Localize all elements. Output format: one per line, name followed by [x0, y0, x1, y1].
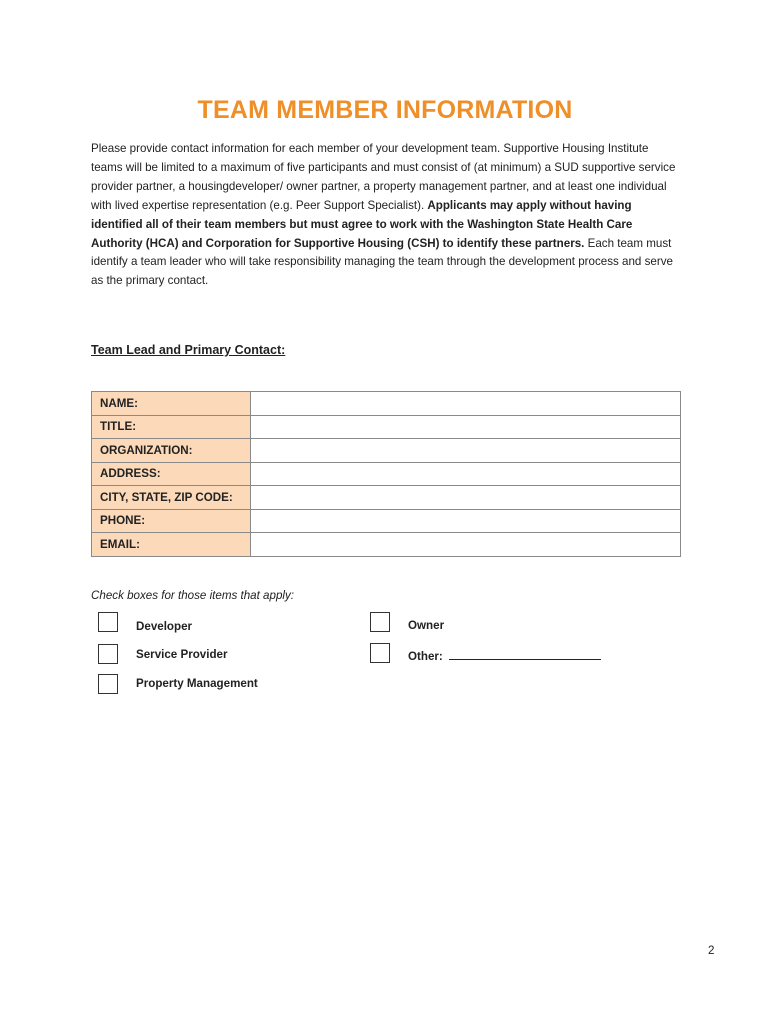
table-row — [92, 415, 681, 439]
owner-label: Owner — [408, 619, 445, 632]
other-label: Other: — [408, 650, 443, 663]
developer-checkbox[interactable] — [98, 612, 118, 632]
name-field[interactable] — [251, 392, 681, 416]
table-row — [92, 462, 681, 486]
table-row — [92, 533, 681, 557]
table-row — [92, 486, 681, 510]
intro-text-bold: Applicants may apply without having identified all of their team members but must agree to work with the Washington State Health Care Authority (HCA) and Corporation for Supportive Housing (CSH) to identify these partners. — [91, 198, 633, 250]
phone-field[interactable] — [251, 509, 681, 533]
row-label-organization: ORGANIZATION: — [92, 439, 251, 463]
intro-text-1: Please provide contact information for each member of your development team. Supportive Housing Institute teams will be limited to a maximum of five participants and must consist of (at minimum) a SUD supportive service provider partner, a housingdeveloper/ owner partner, a property management partner, and at least one individual with lived expertise representation (e.g. Peer Support Specialist). — [91, 142, 676, 212]
address-field[interactable] — [251, 462, 681, 486]
other-checkbox[interactable] — [370, 643, 390, 663]
table-row — [92, 439, 681, 463]
table-row — [92, 509, 681, 533]
page-number: 2 — [708, 944, 715, 957]
intro-paragraph — [91, 140, 681, 291]
organization-field[interactable] — [251, 439, 681, 463]
contact-table — [91, 391, 681, 557]
row-label-address: ADDRESS: — [92, 462, 251, 486]
page-title: TEAM MEMBER INFORMATION — [197, 96, 573, 124]
row-label-name: NAME: — [92, 392, 251, 416]
service-provider-label: Service Provider — [136, 648, 228, 661]
other-text-line[interactable] — [449, 648, 601, 660]
owner-checkbox[interactable] — [370, 612, 390, 632]
property-management-label: Property Management — [136, 677, 258, 690]
intro-text-2: Each team must identify a team leader who will take responsibility managing the team through the development process and serve as the primary contact. — [91, 236, 673, 288]
row-label-city-state-zip: CITY, STATE, ZIP CODE: — [92, 486, 251, 510]
email-field[interactable] — [251, 533, 681, 557]
property-management-checkbox[interactable] — [98, 674, 118, 694]
city-state-zip-field[interactable] — [251, 486, 681, 510]
row-label-email: EMAIL: — [92, 533, 251, 557]
title-field[interactable] — [251, 415, 681, 439]
row-label-phone: PHONE: — [92, 509, 251, 533]
row-label-title: TITLE: — [92, 415, 251, 439]
section-heading-team-lead: Team Lead and Primary Contact: — [91, 343, 286, 357]
table-row — [92, 392, 681, 416]
checkbox-instructions: Check boxes for those items that apply: — [91, 589, 294, 602]
developer-label: Developer — [136, 620, 193, 633]
service-provider-checkbox[interactable] — [98, 644, 118, 664]
other-label-group — [408, 648, 601, 663]
